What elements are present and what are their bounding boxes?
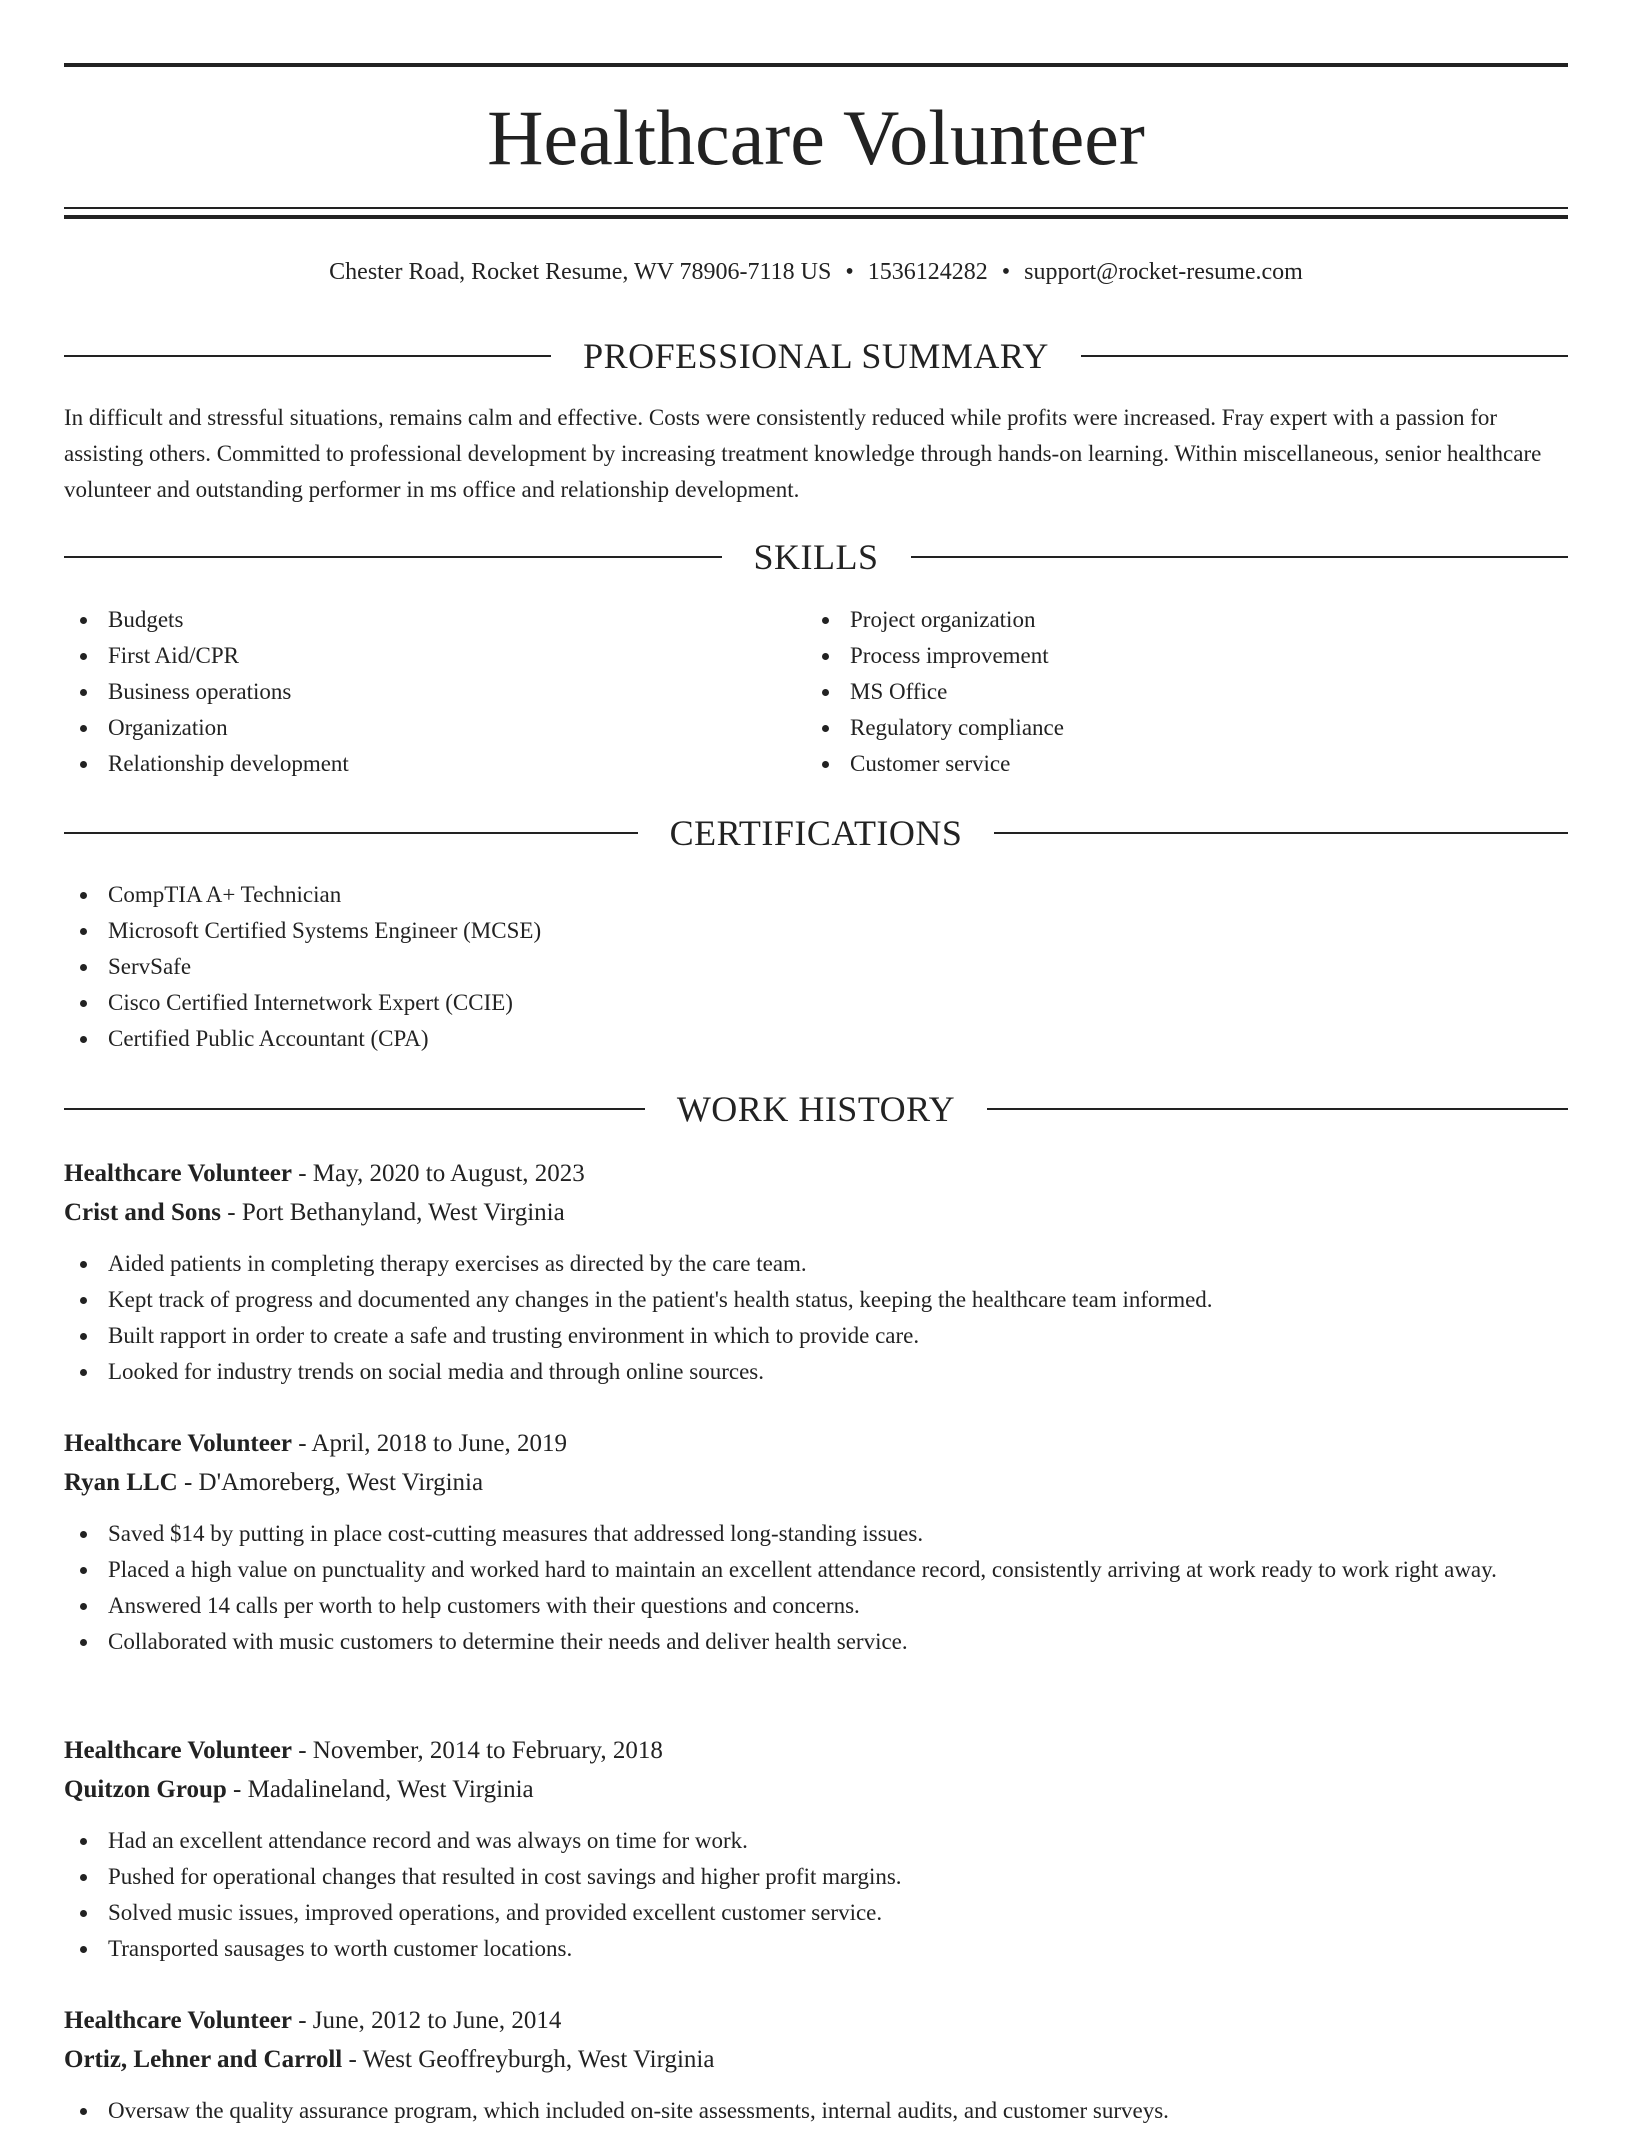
job-location: - West Geoffreyburgh, West Virginia bbox=[342, 2046, 715, 2073]
job-location: - Madalineland, West Virginia bbox=[226, 1776, 534, 1803]
job-bullet: Had an excellent attendance record and was always on time for work. bbox=[64, 1823, 1568, 1859]
divider-line bbox=[64, 832, 638, 834]
job-title-line bbox=[64, 2001, 1568, 2040]
job-company: Crist and Sons bbox=[64, 1199, 221, 1226]
job-bullet: Built rapport in order to create a safe and trusting environment in which to provide care. bbox=[64, 1318, 1568, 1354]
work-history-title: WORK HISTORY bbox=[676, 1089, 956, 1129]
certifications-title: CERTIFICATIONS bbox=[669, 813, 963, 853]
skills-heading bbox=[64, 532, 1568, 582]
divider-line bbox=[64, 556, 722, 558]
job-bullet: Looked for industry trends on social media and through online sources. bbox=[64, 1354, 1568, 1390]
certification-item: Cisco Certified Internetwork Expert (CCIE) bbox=[64, 985, 1568, 1021]
skill-item: Regulatory compliance bbox=[806, 710, 1506, 746]
skill-item: Budgets bbox=[64, 602, 764, 638]
contact-address: Chester Road, Rocket Resume, WV 78906-7118 US bbox=[329, 259, 832, 285]
job-location: - Port Bethanyland, West Virginia bbox=[221, 1199, 565, 1226]
contact-separator: • bbox=[845, 259, 854, 285]
job-bullet: Oversaw the quality assurance program, which included on-site assessments, internal audits, and customer surveys. bbox=[64, 2093, 1568, 2129]
skill-item: MS Office bbox=[806, 674, 1506, 710]
job-dates: - June, 2012 to June, 2014 bbox=[291, 2007, 562, 2034]
job-bullets bbox=[64, 2093, 1568, 2129]
job-bullet: Pushed for operational changes that resulted in cost savings and higher profit margins. bbox=[64, 1859, 1568, 1895]
skills-list-right bbox=[806, 602, 1506, 782]
certification-item: CompTIA A+ Technician bbox=[64, 877, 1568, 913]
contact-email[interactable]: support@rocket-resume.com bbox=[1024, 259, 1303, 285]
candidate-name: Healthcare Volunteer bbox=[487, 94, 1145, 181]
job-company-line bbox=[64, 1193, 1568, 1232]
job-entry bbox=[64, 2001, 1568, 2129]
job-bullets bbox=[64, 1246, 1568, 1390]
divider-line bbox=[987, 1108, 1568, 1110]
job-bullet: Solved music issues, improved operations, and provided excellent customer service. bbox=[64, 1895, 1568, 1931]
job-title: Healthcare Volunteer bbox=[64, 1430, 292, 1457]
skills-list-left bbox=[64, 602, 764, 782]
job-bullet: Collaborated with music customers to determine their needs and deliver health service. bbox=[64, 1624, 1568, 1660]
skill-item: Organization bbox=[64, 710, 764, 746]
job-bullet: Aided patients in completing therapy exercises as directed by the care team. bbox=[64, 1246, 1568, 1282]
job-dates: - November, 2014 to February, 2018 bbox=[291, 1737, 663, 1764]
job-entry bbox=[64, 1154, 1568, 1390]
work-history-heading bbox=[64, 1084, 1568, 1134]
job-company-line bbox=[64, 1770, 1568, 1809]
job-company-line bbox=[64, 1463, 1568, 1502]
summary-heading bbox=[64, 331, 1568, 381]
job-bullets bbox=[64, 1516, 1568, 1660]
job-dates: - April, 2018 to June, 2019 bbox=[291, 1430, 567, 1457]
job-bullet: Transported sausages to worth customer locations. bbox=[64, 1931, 1568, 1967]
certification-item: Microsoft Certified Systems Engineer (MCSE) bbox=[64, 913, 1568, 949]
job-title: Healthcare Volunteer bbox=[64, 1737, 292, 1764]
certification-item: Certified Public Accountant (CPA) bbox=[64, 1021, 1568, 1057]
certifications-heading bbox=[64, 808, 1568, 858]
job-entry bbox=[64, 1424, 1568, 1660]
job-company: Ortiz, Lehner and Carroll bbox=[64, 2046, 343, 2073]
skill-item: Business operations bbox=[64, 674, 764, 710]
certifications-list bbox=[64, 877, 1568, 1057]
job-title: Healthcare Volunteer bbox=[64, 2007, 292, 2034]
job-bullet: Placed a high value on punctuality and worked hard to maintain an excellent attendance record, consistently arriving at work ready to work right away. bbox=[64, 1552, 1568, 1588]
certification-item: ServSafe bbox=[64, 949, 1568, 985]
skill-item: Project organization bbox=[806, 602, 1506, 638]
summary-title: PROFESSIONAL SUMMARY bbox=[583, 336, 1049, 376]
contact-separator: • bbox=[1001, 259, 1011, 285]
job-entry bbox=[64, 1731, 1568, 1967]
summary-text: In difficult and stressful situations, remains calm and effective. Costs were consistently reduced while profits were increased. Fray expert with a passion for assisting others. Committed to professional development by increasing treatment knowledge through hands-on learning. Within miscellaneous, senior healthcare volunteer and outstanding performer in ms office and relationship development. bbox=[64, 405, 1542, 502]
header-top-rule bbox=[64, 63, 1568, 67]
divider-line bbox=[64, 1108, 645, 1110]
job-title-line bbox=[64, 1424, 1568, 1463]
skill-item: Customer service bbox=[806, 746, 1506, 782]
divider-line bbox=[1081, 355, 1568, 357]
job-dates: - May, 2020 to August, 2023 bbox=[291, 1160, 585, 1187]
job-title: Healthcare Volunteer bbox=[64, 1160, 292, 1187]
job-title-line bbox=[64, 1154, 1568, 1193]
divider-line bbox=[994, 832, 1568, 834]
job-bullet: Answered 14 calls per worth to help customers with their questions and concerns. bbox=[64, 1588, 1568, 1624]
divider-line bbox=[64, 355, 551, 357]
job-bullet: Kept track of progress and documented any changes in the patient's health status, keeping the healthcare team informed. bbox=[64, 1282, 1568, 1318]
job-bullets bbox=[64, 1823, 1568, 1967]
job-company-line bbox=[64, 2040, 1568, 2079]
skill-item: Relationship development bbox=[64, 746, 764, 782]
job-location: - D'Amoreberg, West Virginia bbox=[177, 1469, 484, 1496]
skill-item: Process improvement bbox=[806, 638, 1506, 674]
header-double-rule bbox=[64, 207, 1568, 219]
contact-phone: 1536124282 bbox=[867, 259, 988, 285]
job-company: Ryan LLC bbox=[64, 1469, 178, 1496]
job-title-line bbox=[64, 1731, 1568, 1770]
skills-title: SKILLS bbox=[753, 537, 879, 577]
job-bullet: Saved $14 by putting in place cost-cutting measures that addressed long-standing issues. bbox=[64, 1516, 1568, 1552]
contact-line bbox=[64, 252, 1568, 292]
divider-line bbox=[911, 556, 1569, 558]
skill-item: First Aid/CPR bbox=[64, 638, 764, 674]
job-company: Quitzon Group bbox=[64, 1776, 227, 1803]
